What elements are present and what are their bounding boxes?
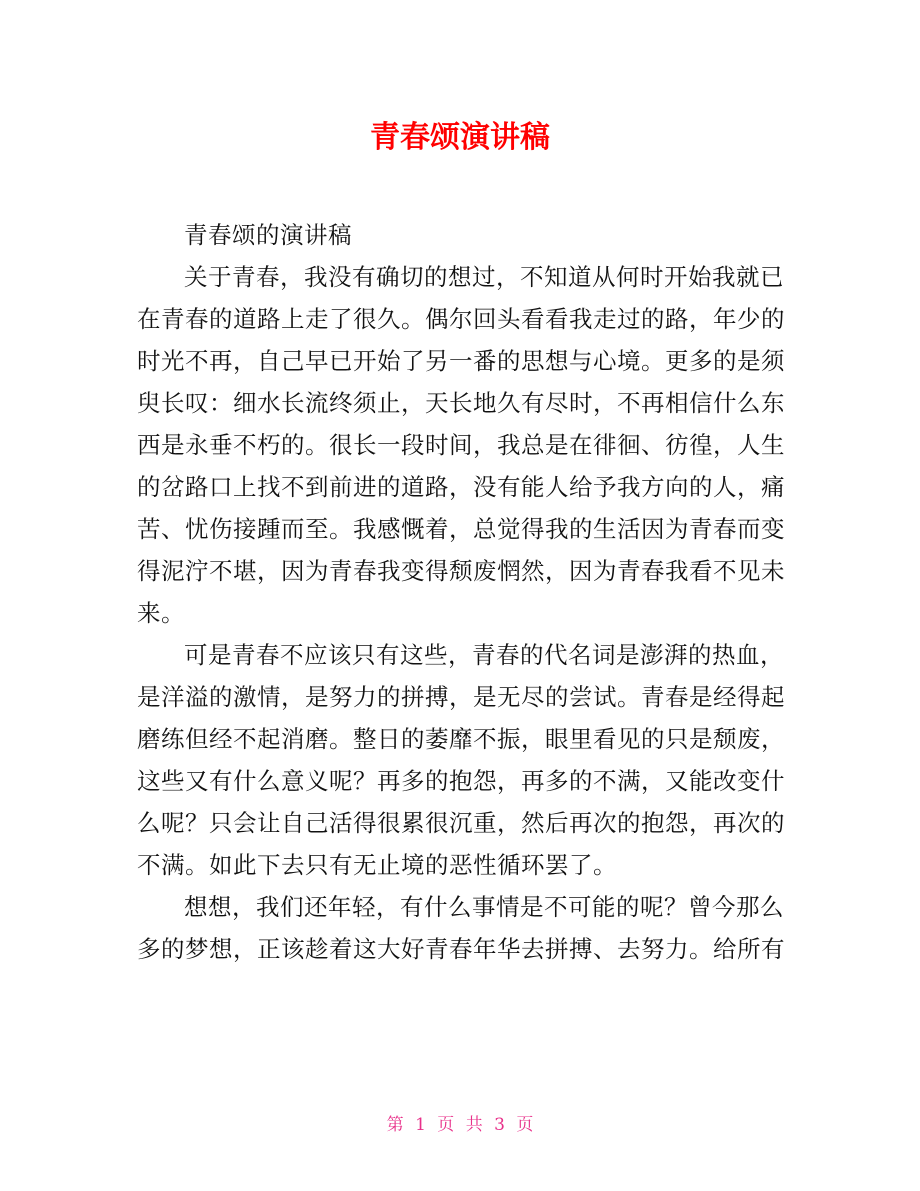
- subtitle-line: 青春颂的演讲稿: [184, 221, 352, 249]
- text-line: 时光不再，自己早已开始了另一番的思想与心境。更多的是须: [137, 347, 785, 375]
- text-line: 来。: [137, 599, 185, 627]
- text-line: 这些又有什么意义呢？再多的抱怨，再多的不满，又能改变什: [137, 767, 785, 795]
- text-line: 臾长叹：细水长流终须止，天长地久有尽时，不再相信什么东: [137, 389, 785, 417]
- document-body: [137, 214, 797, 970]
- text-line: 是洋溢的激情，是努力的拼搏，是无尽的尝试。青春是经得起: [137, 683, 785, 711]
- text-line: 得泥泞不堪，因为青春我变得颓废惘然，因为青春我看不见未: [137, 557, 785, 585]
- text-line: 在青春的道路上走了很久。偶尔回头看看我走过的路，年少的: [137, 305, 785, 333]
- text-line: 么呢？只会让自己活得很累很沉重，然后再次的抱怨，再次的: [137, 809, 785, 837]
- text-line: 西是永垂不朽的。很长一段时间，我总是在徘徊、彷徨，人生: [137, 431, 785, 459]
- text-line: 苦、忧伤接踵而至。我感慨着，总觉得我的生活因为青春而变: [137, 515, 785, 543]
- text-line: 不满。如此下去只有无止境的恶性循环罢了。: [137, 851, 617, 879]
- text-line: 可是青春不应该只有这些，青春的代名词是澎湃的热血，: [184, 641, 784, 669]
- document-title: 青春颂演讲稿: [370, 120, 550, 155]
- page-number: 第 1 页 共 3 页: [386, 1115, 534, 1135]
- text-line: 的岔路口上找不到前进的道路，没有能人给予我方向的人，痛: [137, 473, 785, 501]
- text-line: 想想，我们还年轻，有什么事情是不可能的呢？曾今那么: [184, 893, 784, 921]
- text-line: 多的梦想，正该趁着这大好青春年华去拼搏、去努力。给所有: [137, 935, 785, 963]
- text-line: 关于青春，我没有确切的想过，不知道从何时开始我就已: [184, 263, 784, 291]
- text-line: 磨练但经不起消磨。整日的萎靡不振，眼里看见的只是颓废，: [137, 725, 785, 753]
